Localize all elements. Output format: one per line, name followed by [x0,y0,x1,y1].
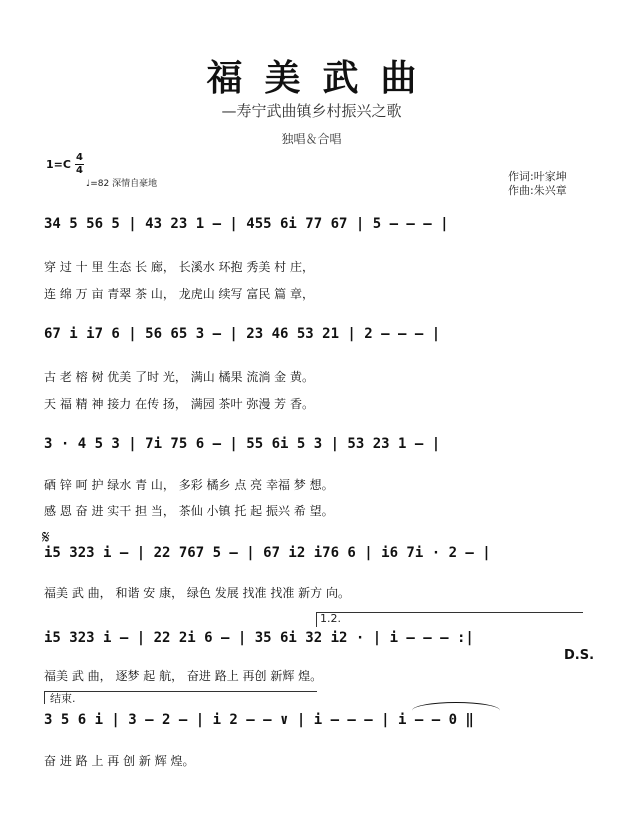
lyricist: 作词:叶家坤 [508,170,567,183]
notation-line-3: 3 · 4 5 3 | 7i 75 6 – | 55 6i 5 3 | 53 23 1 – | [44,436,441,452]
notation-line-1: 34 5 56 5 | 43 23 1 – | 455 6i 77 67 | 5 – – – | [44,216,449,232]
composer: 作曲:朱兴章 [508,184,567,197]
notation-line-4: i5 323 i – | 22 767 5 – | 67 i2 i76 6 | i6 7i · 2 – | [44,545,491,561]
ending-bracket [44,691,317,704]
lyric-line-2-verse-1: 古 老 榕 树 优美 了时 光， 满山 橘果 流淌 金 黄。 [44,370,314,384]
volta-bracket [316,612,583,627]
time-signature-top: 4 [76,152,83,163]
performance-type: 独唱＆合唱 [281,132,342,146]
song-title: 福美武曲 [206,57,439,99]
lyric-line-3-verse-1: 硒 锌 呵 护 绿水 青 山， 多彩 橘乡 点 亮 幸福 梦 想。 [44,478,334,492]
lyric-line-3-verse-2: 感 恩 奋 进 实干 担 当， 茶仙 小镇 托 起 振兴 希 望。 [44,504,334,518]
lyric-line-5: 福美 武 曲， 逐梦 起 航， 奋进 路上 再创 新辉 煌。 [44,669,323,683]
credits [508,170,567,198]
notation-line-5: i5 323 i – | 22 2i 6 – | 35 6i 32 i2 · | i – – – :| [44,630,474,646]
lyric-line-1-verse-1: 穿 过 十 里 生态 长 廊， 长溪水 环抱 秀美 村 庄， [44,260,314,274]
ending-label: 结束. [50,692,76,705]
lyric-line-6: 奋 进 路 上 再 创 新 辉 煌。 [44,754,195,768]
volta-label: 1.2. [320,612,341,625]
time-signature-bottom: 4 [76,165,83,176]
notation-line-2: 67 i i7 6 | 56 65 3 – | 23 46 53 21 | 2 – – – | [44,326,441,342]
lyric-line-1-verse-2: 连 绵 万 亩 青翠 茶 山， 龙虎山 续写 富民 篇 章， [44,287,314,301]
lyric-line-2-verse-2: 天 福 精 神 接力 在传 扬， 满园 茶叶 弥漫 芳 香。 [44,397,314,411]
lyric-line-4: 福美 武 曲， 和谐 安 康， 绿色 发展 找准 找准 新方 向。 [44,586,350,600]
time-signature [75,153,84,176]
tempo-marking: ♩=82 深情自豪地 [86,179,158,189]
notation-line-6: 3 5 6 i | 3 – 2 – | i 2 – – ∨ | i – – – | i – – 0 ‖ [44,712,474,728]
key-signature: 1=C [46,158,71,171]
dal-segno: D.S. [564,648,595,663]
song-subtitle: —寿宁武曲镇乡村振兴之歌 [221,102,402,120]
segno-sign: 𝄋 [42,527,50,548]
